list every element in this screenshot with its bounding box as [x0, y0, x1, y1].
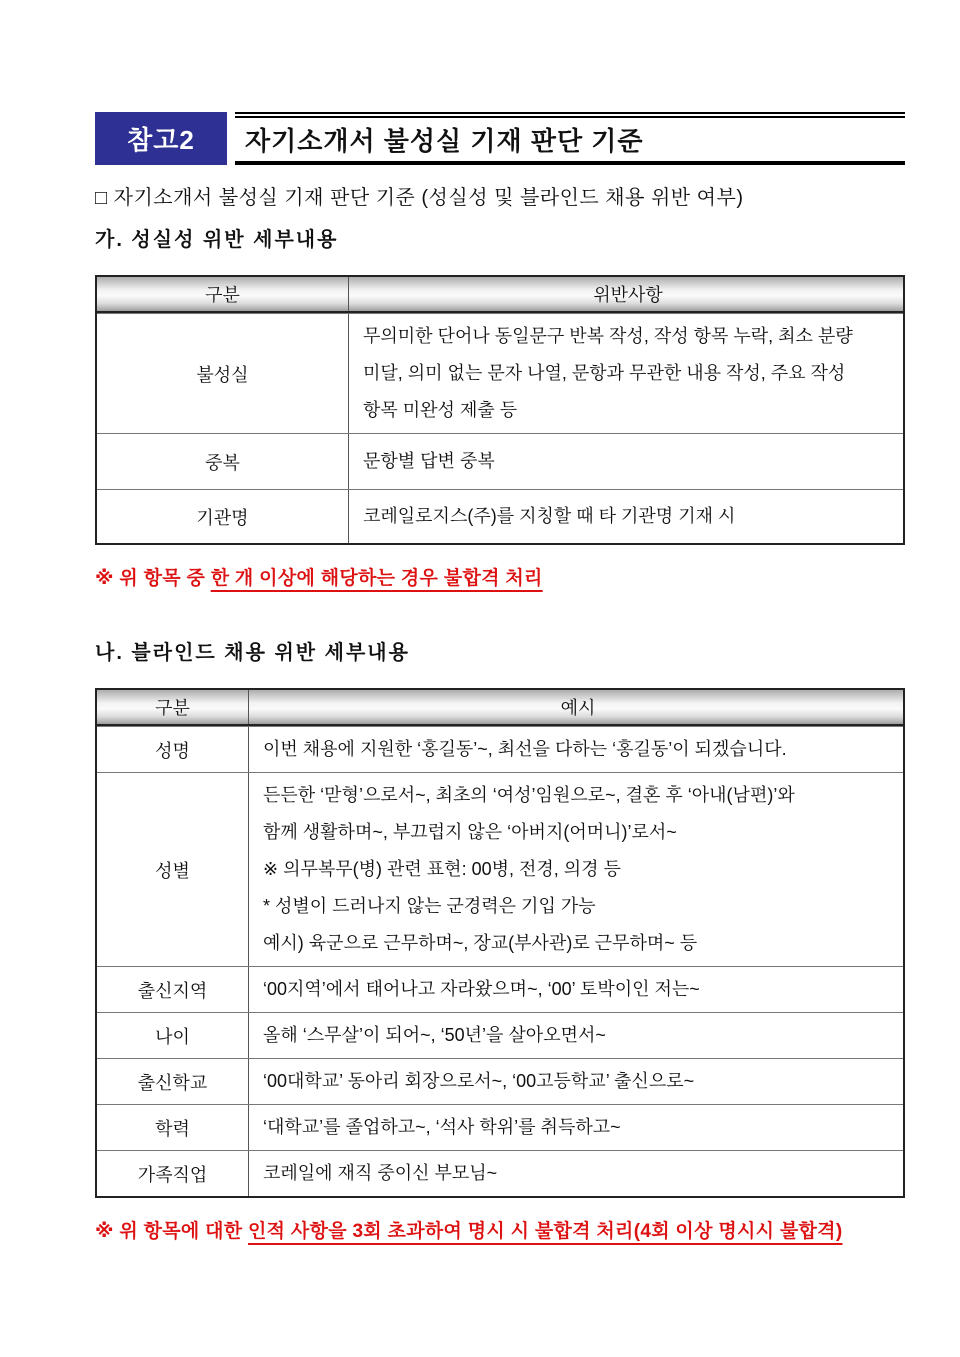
table-row	[97, 966, 903, 1012]
row-value: 무의미한 단어나 동일문구 반복 작성, 작성 항목 누락, 최소 분량 미달, 의미 없는 문자 나열, 문항과 무관한 내용 작성, 주요 작성 항목 미완성 제출 등	[363, 326, 853, 420]
document-content	[95, 112, 905, 1243]
row-label: 출신지역	[97, 967, 249, 1012]
section-b-heading: 나. 블라인드 채용 위반 세부내용	[95, 642, 410, 664]
row-label: 성명	[97, 727, 249, 772]
row-value: 이번 채용에 지원한 ‘홍길동’~, 최선을 다하는 ‘홍길동’이 되겠습니다.	[263, 739, 787, 759]
document-header	[95, 112, 905, 165]
row-label: 기관명	[97, 490, 349, 543]
table-row	[97, 313, 903, 433]
row-label: 학력	[97, 1105, 249, 1150]
row-label: 중복	[97, 434, 349, 489]
disqualification-note-a	[95, 563, 905, 590]
note-prefix: ※ 위 항목 중	[95, 568, 211, 589]
row-value: 든든한 ‘맏형’으로서~, 최초의 ‘여성’임원으로~, 결혼 후 ‘아내(남편)’와 함께 생활하며~, 부끄럽지 않은 ‘아버지(어머니)’로서~ ※ 의무복무(병) 관련 표현: 00병, 전경, 의경 등 * 성별이 드러나지 않는 군경력은 기입 가능 예시) 육군으로 근무하며~, 장교(부사관)로 근무하며~ 등	[263, 785, 795, 953]
row-value: 문항별 답변 중복	[363, 451, 495, 471]
row-label: 출신학교	[97, 1059, 249, 1104]
table-row	[97, 433, 903, 489]
table-row	[97, 1012, 903, 1058]
intro-line: □ 자기소개서 불성실 기재 판단 기준 (성실성 및 블라인드 채용 위반 여부)	[95, 187, 744, 209]
sincerity-violation-table	[95, 275, 905, 545]
blind-hiring-violation-table	[95, 688, 905, 1198]
note-underlined: 인적 사항을 3회 초과하여 명시 시 불합격 처리(4회 이상 명시시 불합격)	[248, 1221, 843, 1242]
disqualification-note-b	[95, 1216, 905, 1243]
reference-badge: 참고2	[95, 112, 227, 165]
row-value: 올해 ‘스무살’이 되어~, ‘50년’을 살아오면서~	[263, 1025, 606, 1045]
row-value: ‘00대학교’ 동아리 회장으로서~, ‘00고등학교’ 출신으로~	[263, 1071, 695, 1091]
table-row	[97, 726, 903, 772]
table-header-row	[97, 277, 903, 313]
table-header-row	[97, 690, 903, 726]
table-row	[97, 489, 903, 543]
column-header-example: 예시	[560, 698, 596, 718]
row-value: 코레일에 재직 중이신 부모님~	[263, 1163, 498, 1183]
row-label: 가족직업	[97, 1151, 249, 1196]
row-label: 불성실	[97, 314, 349, 433]
column-header-category: 구분	[97, 277, 349, 311]
row-label: 나이	[97, 1013, 249, 1058]
note-underlined: 한 개 이상에 해당하는 경우 불합격 처리	[210, 568, 543, 589]
note-prefix: ※ 위 항목에 대한	[95, 1221, 249, 1242]
row-label: 성별	[97, 773, 249, 966]
column-header-violation: 위반사항	[593, 285, 663, 305]
section-a-heading: 가. 성실성 위반 세부내용	[95, 229, 339, 251]
column-header-category: 구분	[97, 690, 249, 724]
table-row	[97, 1058, 903, 1104]
table-row	[97, 1150, 903, 1196]
row-value: 코레일로지스(주)를 지칭할 때 타 기관명 기재 시	[363, 506, 736, 526]
title-rule-box	[235, 112, 905, 165]
table-row	[97, 772, 903, 966]
page-title: 자기소개서 불성실 기재 판단 기준	[245, 126, 644, 156]
row-value: ‘00지역’에서 태어나고 자라왔으며~, ‘00’ 토박이인 저는~	[263, 979, 700, 999]
table-row	[97, 1104, 903, 1150]
row-value: ‘대학교’를 졸업하고~, ‘석사 학위’를 취득하고~	[263, 1117, 621, 1137]
